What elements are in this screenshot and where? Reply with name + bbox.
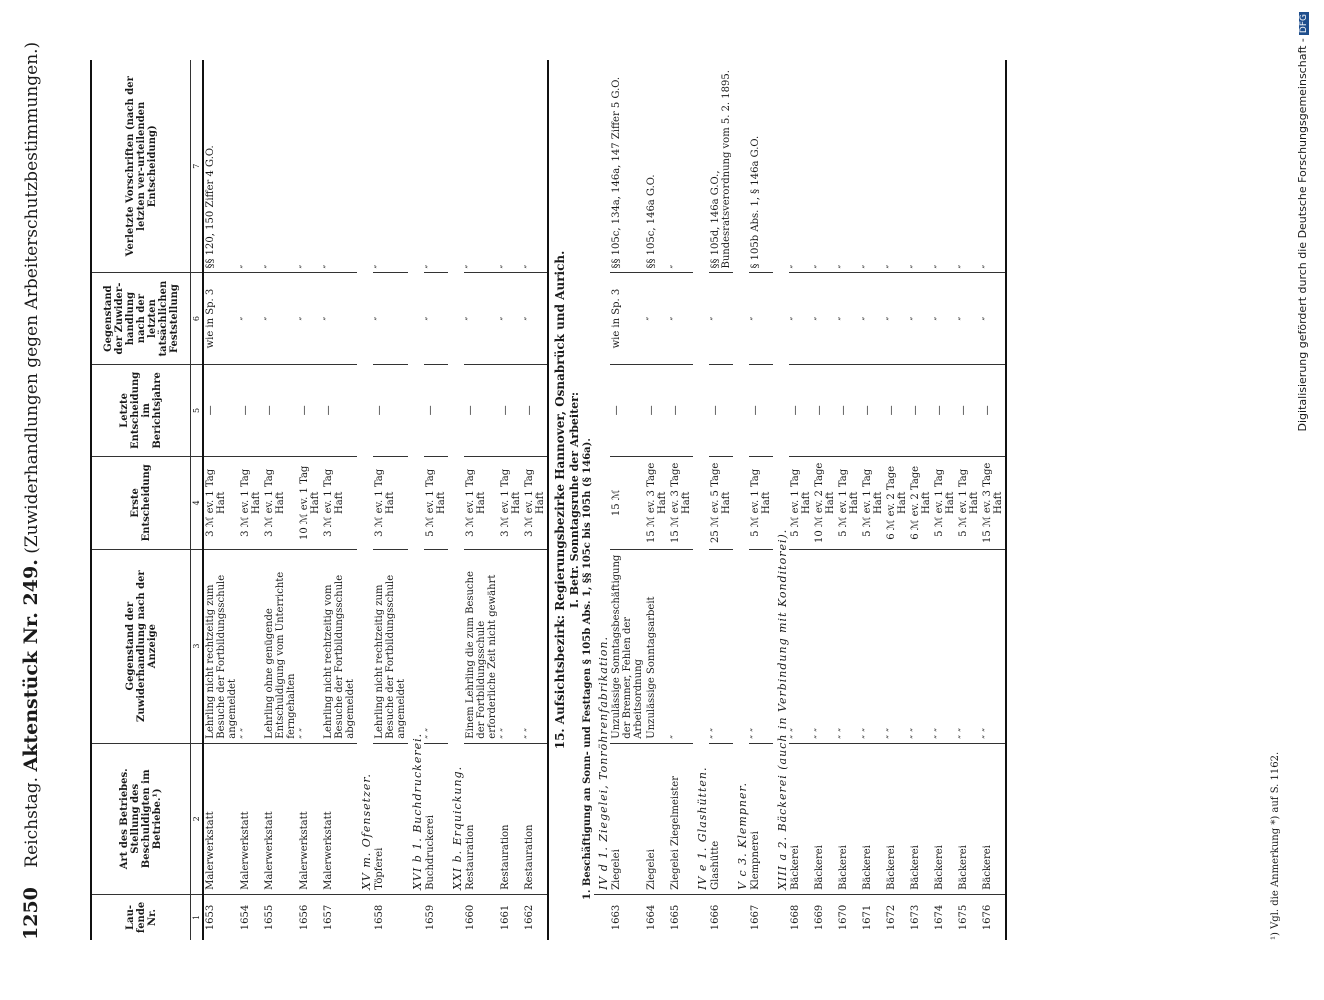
erste-entscheidung-cell: 3 ℳ ev. 1 Tag Haft xyxy=(239,457,263,549)
letzte-entscheidung-cell: — xyxy=(645,364,669,456)
table-row xyxy=(709,60,733,940)
row-number: 1655 xyxy=(264,904,275,931)
erste-entscheidung-cell: 15 ℳ xyxy=(610,457,645,549)
vorschriften-cell: §§ 120, 150 Ziffer 4 G.O. xyxy=(203,60,239,273)
letzte-entscheidung-cell: — xyxy=(837,364,861,456)
feststellung-cell: wie in Sp. 3 xyxy=(203,273,239,364)
feststellung-cell: ″ xyxy=(373,273,408,364)
empty-cell xyxy=(357,894,373,940)
letzte-entscheidung-cell: — xyxy=(669,364,693,456)
row-number: 1676 xyxy=(981,894,1006,940)
row-number: 1654 xyxy=(240,904,251,931)
betrieb-cell: Restauration xyxy=(464,743,499,894)
table-row xyxy=(885,60,909,940)
feststellung-cell: ″ xyxy=(424,273,448,364)
row-number: 1662 xyxy=(523,894,548,940)
footnote: ¹) Vgl. die Anmerkung *) auf S. 1162. xyxy=(1270,751,1281,940)
table-row xyxy=(957,60,981,940)
feststellung-cell: ″ xyxy=(957,273,981,364)
section-heading-row xyxy=(568,60,581,940)
table-row xyxy=(424,60,448,940)
feststellung-cell: ″ xyxy=(885,273,909,364)
empty-cell xyxy=(448,894,464,940)
letzte-entscheidung-cell: — xyxy=(523,364,548,456)
vorschriften-cell: ″ xyxy=(837,60,861,273)
feststellung-cell: ″ xyxy=(669,273,693,364)
gegenstand-cell: ″ ″ xyxy=(861,549,885,743)
letzte-entscheidung-cell: — xyxy=(424,364,448,456)
gegenstand-cell: Lehrling ohne genügende Entschuldigung vom Unterrichte ferngehalten xyxy=(263,549,298,743)
gegenstand-cell: ″ ″ xyxy=(909,549,933,743)
row-number: 1661 xyxy=(500,904,511,931)
gegenstand-cell: ″ ″ xyxy=(933,549,957,743)
row-number: 1660 xyxy=(465,904,476,931)
gegenstand-cell: Einem Lehrling die zum Besuche der Fortbildungsschule erforderliche Zeit nicht gewährt xyxy=(464,549,499,743)
gegenstand-cell: ″ ″ xyxy=(499,549,523,743)
letzte-entscheidung-cell: — xyxy=(885,364,909,456)
vorschriften-cell: ″ xyxy=(861,60,885,273)
row-number: 1656 xyxy=(299,904,310,931)
gegenstand-cell: ″ ″ xyxy=(981,549,1006,743)
credit-text: Digitalisierung gefördert durch die Deutsche Forschungsgemeinschaft - xyxy=(1296,38,1309,432)
erste-entscheidung-cell: 6 ℳ ev. 2 Tage Haft xyxy=(909,457,933,549)
gegenstand-cell: ″ ″ xyxy=(813,549,837,743)
table-row xyxy=(322,60,357,940)
erste-entscheidung-cell: 5 ℳ ev. 1 Tag Haft xyxy=(933,457,957,549)
column-number-row xyxy=(191,60,204,940)
section-label: IV d 1. Ziegelei, Tonröhrenfabrikation. xyxy=(594,60,610,894)
betrieb-cell: Ziegelei xyxy=(610,743,645,894)
vorschriften-cell: ″ xyxy=(373,60,408,273)
feststellung-cell: ″ xyxy=(645,273,669,364)
vorschriften-cell: ″ xyxy=(885,60,909,273)
betrieb-cell: Bäckerei xyxy=(789,743,813,894)
gegenstand-cell: ″ ″ xyxy=(749,549,773,743)
gegenstand-cell: Unzulässige Sonntagsarbeit xyxy=(645,549,669,743)
gegenstand-cell: ″ ″ xyxy=(239,549,263,743)
letzte-entscheidung-cell: — xyxy=(813,364,837,456)
row-number: 1669 xyxy=(814,904,825,931)
gegenstand-cell: Unzulässige Sonntagsbeschäftigung der Brenner, Fehlen der Arbeitsordnung xyxy=(610,549,645,743)
feststellung-cell: ″ xyxy=(861,273,885,364)
erste-entscheidung-cell: 3 ℳ ev. 1 Tag Haft xyxy=(322,457,357,549)
row-number: 1658 xyxy=(374,904,385,931)
betrieb-cell: Bäckerei xyxy=(957,743,981,894)
letzte-entscheidung-cell: — xyxy=(239,364,263,456)
betrieb-cell: Bäckerei xyxy=(813,743,837,894)
row-number: 1659 xyxy=(425,904,436,931)
section-heading-row xyxy=(581,60,594,940)
empty-cell xyxy=(408,894,424,940)
section-label: XXI b. Erquickung. xyxy=(448,60,464,894)
betrieb-cell: Malerwerkstatt xyxy=(239,743,263,894)
betrieb-cell: Malerwerkstatt xyxy=(298,743,322,894)
betrieb-cell: Bäckerei xyxy=(909,743,933,894)
column-number: 1 xyxy=(191,894,204,940)
column-header: Erste Entscheidung xyxy=(91,457,191,549)
column-header: Lau-fende Nr. xyxy=(91,894,191,940)
letzte-entscheidung-cell: — xyxy=(933,364,957,456)
betrieb-cell: Glashütte xyxy=(709,743,733,894)
erste-entscheidung-cell: 5 ℳ ev. 1 Tag Haft xyxy=(861,457,885,549)
section-label: IV e 1. Glashütten. xyxy=(693,60,709,894)
vorschriften-cell: ″ xyxy=(239,60,263,273)
letzte-entscheidung-cell: — xyxy=(203,364,239,456)
section-row xyxy=(693,60,709,940)
letzte-entscheidung-cell: — xyxy=(749,364,773,456)
vorschriften-cell: ″ xyxy=(909,60,933,273)
rotated-content xyxy=(12,41,1308,940)
erste-entscheidung-cell: 25 ℳ ev. 5 Tage Haft xyxy=(709,457,733,549)
feststellung-cell: ″ xyxy=(239,273,263,364)
vorschriften-cell: ″ xyxy=(263,60,298,273)
vorschriften-cell: §§ 105c, 146a G.O. xyxy=(645,60,669,273)
page-number: 1250 xyxy=(20,887,42,940)
letzte-entscheidung-cell: — xyxy=(981,364,1006,456)
feststellung-cell: ″ xyxy=(909,273,933,364)
column-header: Verletzte Vorschriften (nach der letzten ver-urteilenden Entscheidung) xyxy=(91,60,191,273)
column-header: Letzte Entscheidung im Berichtsjahre xyxy=(91,364,191,456)
table-row xyxy=(933,60,957,940)
erste-entscheidung-cell: 15 ℳ ev. 3 Tage Haft xyxy=(669,457,693,549)
gegenstand-cell: Lehrling nicht rechtzeitig zum Besuche der Fortbildungsschule angemeldet xyxy=(203,549,239,743)
table-row xyxy=(861,60,885,940)
column-header: Gegenstand der Zuwider-handlung nach der letzten tatsächlichen Feststellung xyxy=(91,273,191,364)
betrieb-cell: Restauration xyxy=(499,743,523,894)
column-header-row xyxy=(91,60,191,940)
empty-cell xyxy=(594,894,610,940)
feststellung-cell: ″ xyxy=(749,273,773,364)
empty-cell xyxy=(693,894,709,940)
letzte-entscheidung-cell: — xyxy=(499,364,523,456)
gegenstand-cell: ″ ″ xyxy=(523,549,548,743)
section-row xyxy=(733,60,749,940)
section-label: XVI b 1. Buchdruckerei. xyxy=(408,60,424,894)
row-number: 1674 xyxy=(934,904,945,931)
column-number: 6 xyxy=(191,273,204,364)
row-number: 1663 xyxy=(611,904,622,931)
column-number: 5 xyxy=(191,364,204,456)
vorschriften-cell: ″ xyxy=(523,60,548,273)
erste-entscheidung-cell: 5 ℳ ev. 1 Tag Haft xyxy=(749,457,773,549)
betrieb-cell: Malerwerkstatt xyxy=(322,743,357,894)
betrieb-cell: Bäckerei xyxy=(933,743,957,894)
letzte-entscheidung-cell: — xyxy=(610,364,645,456)
vorschriften-cell: ″ xyxy=(464,60,499,273)
vorschriften-cell: ″ xyxy=(813,60,837,273)
row-number: 1668 xyxy=(790,904,801,931)
vorschriften-cell: ″ xyxy=(981,60,1006,273)
table-row xyxy=(499,60,523,940)
table-row xyxy=(749,60,773,940)
erste-entscheidung-cell: 3 ℳ ev. 1 Tag Haft xyxy=(523,457,548,549)
gegenstand-cell: Lehrling nicht rechtzeitig zum Besuche der Fortbildungsschule angemeldet xyxy=(373,549,408,743)
feststellung-cell: ″ xyxy=(981,273,1006,364)
gegenstand-cell: Lehrling nicht rechtzeitig vom Besuche der Fortbildungsschule abgemeldet xyxy=(322,549,357,743)
row-number: 1657 xyxy=(323,904,334,931)
erste-entscheidung-cell: 3 ℳ ev. 1 Tag Haft xyxy=(263,457,298,549)
betrieb-cell: Bäckerei xyxy=(981,743,1006,894)
feststellung-cell: ″ xyxy=(322,273,357,364)
section-row xyxy=(448,60,464,940)
erste-entscheidung-cell: 10 ℳ ev. 2 Tage Haft xyxy=(813,457,837,549)
vorschriften-cell: §§ 105c, 134a, 146a, 147 Ziffer 5 G.O. xyxy=(610,60,645,273)
gegenstand-cell: ″ ″ xyxy=(709,549,733,743)
feststellung-cell: ″ xyxy=(523,273,548,364)
letzte-entscheidung-cell: — xyxy=(909,364,933,456)
feststellung-cell: ″ xyxy=(499,273,523,364)
letzte-entscheidung-cell: — xyxy=(298,364,322,456)
feststellung-cell: ″ xyxy=(464,273,499,364)
column-header: Gegenstand der Zuwiderhandlung nach der Anzeige xyxy=(91,549,191,743)
column-number: 2 xyxy=(191,743,204,894)
erste-entscheidung-cell: 6 ℳ ev. 2 Tage Haft xyxy=(885,457,909,549)
table-row xyxy=(239,60,263,940)
side-credit xyxy=(1296,12,1316,992)
violations-table xyxy=(90,60,1007,940)
betrieb-cell: Klempnerei xyxy=(749,743,773,894)
table-row xyxy=(669,60,693,940)
feststellung-cell: ″ xyxy=(709,273,733,364)
header-subtitle: (Zuwiderhandlungen gegen Arbeiterschutzbestimmungen.) xyxy=(22,41,42,554)
vorschriften-cell: ″ xyxy=(424,60,448,273)
header-title: Reichstag. xyxy=(22,776,42,868)
table-body xyxy=(203,60,1006,940)
letzte-entscheidung-cell: — xyxy=(263,364,298,456)
section-row xyxy=(357,60,373,940)
table-row xyxy=(523,60,548,940)
section-row xyxy=(408,60,424,940)
feststellung-cell: ″ xyxy=(298,273,322,364)
letzte-entscheidung-cell: — xyxy=(789,364,813,456)
table-row xyxy=(263,60,298,940)
row-number: 1670 xyxy=(838,904,849,931)
vorschriften-cell: ″ xyxy=(298,60,322,273)
letzte-entscheidung-cell: — xyxy=(322,364,357,456)
table-row xyxy=(813,60,837,940)
table-row xyxy=(837,60,861,940)
section-15-subheading: 1. Beschäftigung an Sonn- und Festtagen § 105b Abs. 1, §§ 105c bis 105h (§ 146a). xyxy=(582,438,593,900)
letzte-entscheidung-cell: — xyxy=(373,364,408,456)
gegenstand-cell: ″ ″ xyxy=(957,549,981,743)
letzte-entscheidung-cell: — xyxy=(861,364,885,456)
row-number: 1667 xyxy=(750,904,761,931)
erste-entscheidung-cell: 5 ℳ ev. 1 Tag Haft xyxy=(837,457,861,549)
erste-entscheidung-cell: 10 ℳ ev. 1 Tag Haft xyxy=(298,457,322,549)
row-number: 1666 xyxy=(710,904,721,931)
section-row xyxy=(773,60,789,940)
gegenstand-cell: ″ ″ xyxy=(837,549,861,743)
erste-entscheidung-cell: 15 ℳ ev. 3 Tage Haft xyxy=(981,457,1006,549)
betrieb-cell: Töpferei xyxy=(373,743,408,894)
erste-entscheidung-cell: 3 ℳ ev. 1 Tag Haft xyxy=(203,457,239,549)
section-label: V c 3. Klempner. xyxy=(733,60,749,894)
letzte-entscheidung-cell: — xyxy=(464,364,499,456)
page-header xyxy=(20,41,42,940)
erste-entscheidung-cell: 15 ℳ ev. 3 Tage Haft xyxy=(645,457,669,549)
table-row xyxy=(203,60,239,940)
betrieb-cell: Malerwerkstatt xyxy=(203,743,239,894)
feststellung-cell: ″ xyxy=(933,273,957,364)
empty-cell xyxy=(773,894,789,940)
column-header: Art des Betriebes. Stellung des Beschuldigten im Betriebe.¹) xyxy=(91,743,191,894)
vorschriften-cell: ″ xyxy=(933,60,957,273)
row-number: 1665 xyxy=(670,904,681,931)
vorschriften-cell: §§ 105d, 146a G.O., Bundesratsverordnung vom 5. 2. 1895. xyxy=(709,60,733,273)
erste-entscheidung-cell: 3 ℳ ev. 1 Tag Haft xyxy=(373,457,408,549)
erste-entscheidung-cell: 3 ℳ ev. 1 Tag Haft xyxy=(464,457,499,549)
gegenstand-cell: ″ ″ xyxy=(789,549,813,743)
vorschriften-cell: ″ xyxy=(669,60,693,273)
section-label: XV m. Ofensetzer. xyxy=(357,60,373,894)
betrieb-cell: Bäckerei xyxy=(861,743,885,894)
gegenstand-cell: ″ ″ xyxy=(885,549,909,743)
row-number: 1671 xyxy=(862,904,873,931)
row-number: 1672 xyxy=(886,904,897,931)
table-row xyxy=(909,60,933,940)
document-number: Aktenstück Nr. 249. xyxy=(20,559,42,772)
gegenstand-cell: ″ ″ xyxy=(298,549,322,743)
column-number: 3 xyxy=(191,549,204,743)
betrieb-cell: Ziegelei Ziegelmeister xyxy=(669,743,693,894)
vorschriften-cell: ″ xyxy=(322,60,357,273)
erste-entscheidung-cell: 5 ℳ ev. 1 Tag Haft xyxy=(789,457,813,549)
table-row xyxy=(298,60,322,940)
letzte-entscheidung-cell: — xyxy=(709,364,733,456)
feststellung-cell: ″ xyxy=(263,273,298,364)
section-15-title: 15. Aufsichtsbezirk: Regierungsbezirke Hannover, Osnabrück und Aurich. xyxy=(553,250,567,750)
feststellung-cell: ″ xyxy=(813,273,837,364)
gegenstand-cell: ″ ″ xyxy=(424,549,448,743)
table-row xyxy=(464,60,499,940)
row-number: 1675 xyxy=(958,904,969,931)
section-15-subtitle: I. Betr. Sonntagsruhe der Arbeiter: xyxy=(568,391,581,609)
gegenstand-cell: ″ xyxy=(669,549,693,743)
feststellung-cell: ″ xyxy=(837,273,861,364)
row-number: 1653 xyxy=(205,904,216,931)
table-row xyxy=(981,60,1006,940)
dfg-logo: DFG xyxy=(1299,14,1309,34)
betrieb-cell: Bäckerei xyxy=(837,743,861,894)
column-number: 7 xyxy=(191,60,204,273)
vorschriften-cell: ″ xyxy=(499,60,523,273)
table-row xyxy=(373,60,408,940)
empty-cell xyxy=(733,894,749,940)
feststellung-cell: ″ xyxy=(789,273,813,364)
betrieb-cell: Malerwerkstatt xyxy=(263,743,298,894)
table-row xyxy=(645,60,669,940)
table-row xyxy=(610,60,645,940)
betrieb-cell: Bäckerei xyxy=(885,743,909,894)
section-heading-row xyxy=(548,60,568,940)
vorschriften-cell: ″ xyxy=(789,60,813,273)
column-number: 4 xyxy=(191,457,204,549)
letzte-entscheidung-cell: — xyxy=(957,364,981,456)
feststellung-cell: wie in Sp. 3 xyxy=(610,273,645,364)
vorschriften-cell: § 105b Abs. 1, § 146a G.O. xyxy=(749,60,773,273)
betrieb-cell: Restauration xyxy=(523,743,548,894)
betrieb-cell: Buchdruckerei xyxy=(424,743,448,894)
row-number: 1664 xyxy=(646,904,657,931)
erste-entscheidung-cell: 5 ℳ ev. 1 Tag Haft xyxy=(424,457,448,549)
section-label: XIII a 2. Bäckerei (auch in Verbindung mit Konditorei). xyxy=(773,60,789,894)
table-row xyxy=(789,60,813,940)
section-row xyxy=(594,60,610,940)
vorschriften-cell: ″ xyxy=(957,60,981,273)
row-number: 1673 xyxy=(910,904,921,931)
betrieb-cell: Ziegelei xyxy=(645,743,669,894)
erste-entscheidung-cell: 3 ℳ ev. 1 Tag Haft xyxy=(499,457,523,549)
erste-entscheidung-cell: 5 ℳ ev. 1 Tag Haft xyxy=(957,457,981,549)
